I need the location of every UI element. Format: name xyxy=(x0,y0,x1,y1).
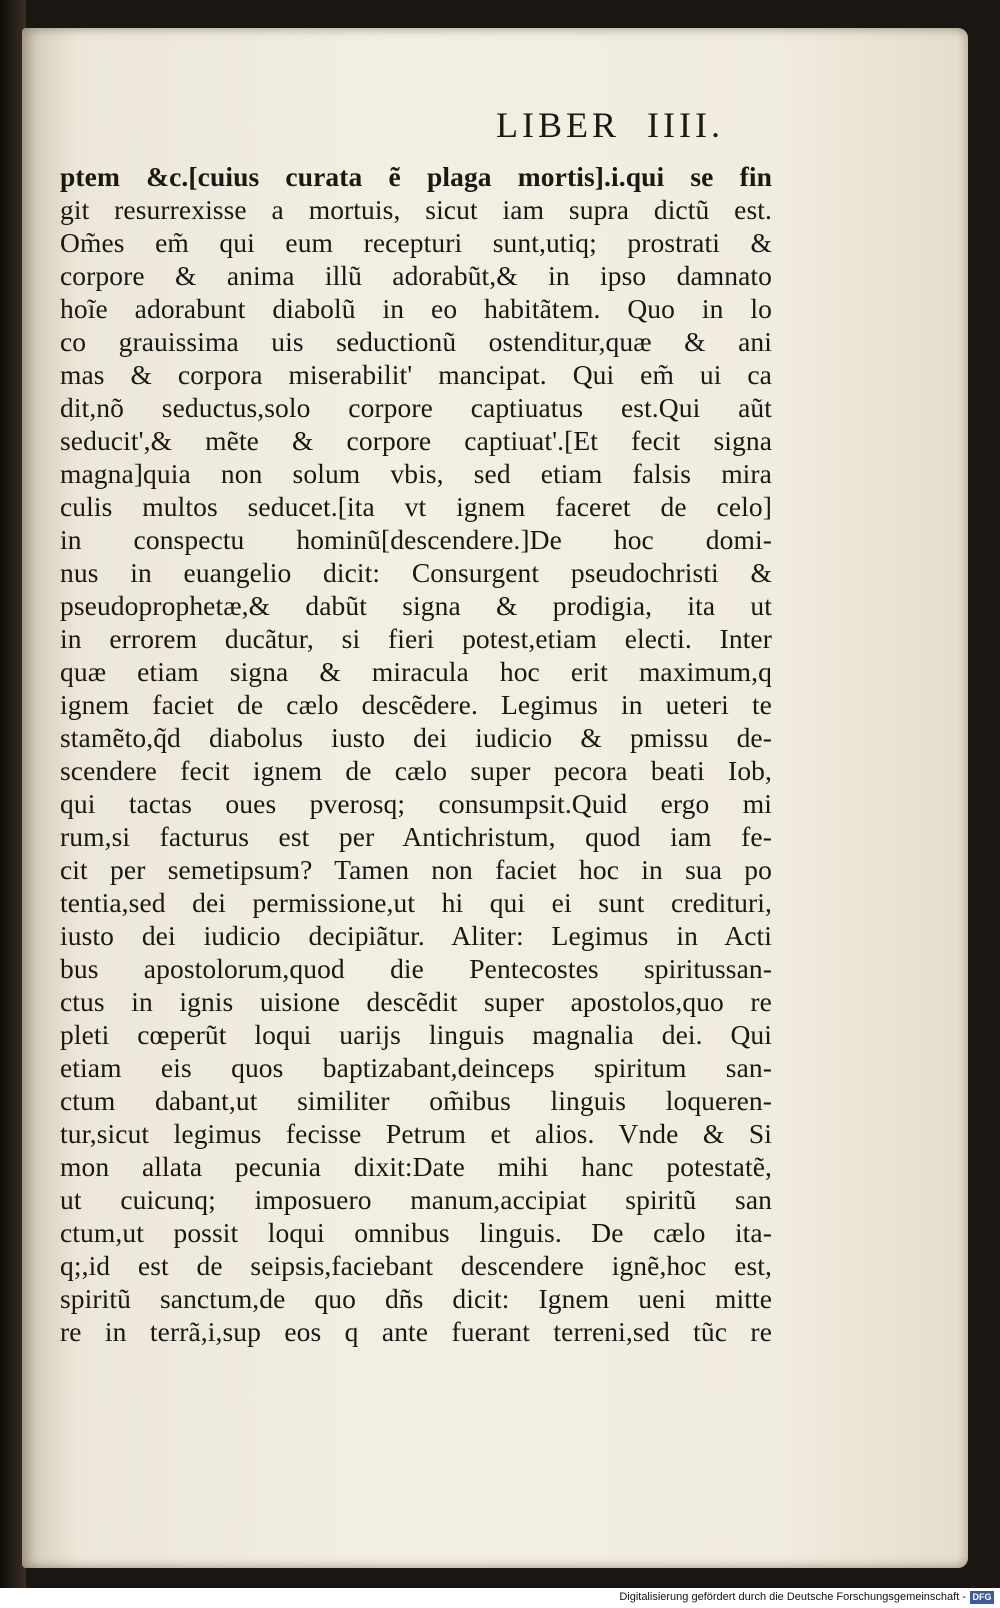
text-line: qui tactas oues pverosq; consumpsit.Quid ergo mi xyxy=(60,788,772,819)
text-line: tentia,sed dei permissione,ut hi qui ei sunt credituri, xyxy=(60,887,772,918)
dfg-logo: DFG xyxy=(970,1591,994,1604)
text-line: etiam eis quos baptizabant,deinceps spiritum san- xyxy=(60,1052,772,1083)
text-line: magna]quia non solum vbis, sed etiam falsis mira xyxy=(60,458,772,489)
text-line: stamẽto,q̃d diabolus iusto dei iudicio & pmissu de- xyxy=(60,722,772,753)
footer-credit: Digitalisierung gefördert durch die Deutsche Forschungsgemeinschaft - xyxy=(619,1591,966,1603)
text-line: ignem faciet de cælo descẽdere. Legimus in ueteri te xyxy=(60,689,772,720)
book-page xyxy=(22,28,968,1568)
text-line: hoĩe adorabunt diabolũ in eo habitãtem. Quo in lo xyxy=(60,293,772,324)
running-head-title: LIBER xyxy=(496,105,621,145)
text-line: ptem &c.[cuius curata ẽ plaga mortis].i.qui se fin xyxy=(60,161,772,192)
text-line: nus in euangelio dicit: Consurgent pseudochristi & xyxy=(60,557,772,588)
text-block xyxy=(60,160,772,1348)
text-line: culis multos seducet.[ita vt ignem faceret de celo] xyxy=(60,491,772,522)
text-line: pleti cœperũt loqui uarijs linguis magnalia dei. Qui xyxy=(60,1019,772,1050)
text-line: rum,si facturus est per Antichristum, quod iam fe- xyxy=(60,821,772,852)
text-line: Om̃es em̃ qui eum recepturi sunt,utiq; prostrati & xyxy=(60,227,772,258)
text-line: cit per semetipsum? Tamen non faciet hoc in sua po xyxy=(60,854,772,885)
text-line: ctus in ignis uisione descẽdit super apostolos,quo re xyxy=(60,986,772,1017)
text-line: q;,id est de seipsis,faciebant descendere ignẽ,hoc est, xyxy=(60,1250,772,1281)
text-line: quæ etiam signa & miracula hoc erit maximum,q xyxy=(60,656,772,687)
text-line: bus apostolorum,quod die Pentecostes spiritussan- xyxy=(60,953,772,984)
text-line: corpore & anima illũ adorabũt,& in ipso damnato xyxy=(60,260,772,291)
text-line: ut cuicunq; imposuero manum,accipiat spiritũ san xyxy=(60,1184,772,1215)
text-line: ctum dabant,ut similiter om̃ibus linguis loqueren- xyxy=(60,1085,772,1116)
text-line: ctum,ut possit loqui omnibus linguis. De cælo ita- xyxy=(60,1217,772,1248)
text-line: pseudoprophetæ,& dabũt signa & prodigia, ita ut xyxy=(60,590,772,621)
text-line: co grauissima uis seductionũ ostenditur,quæ & ani xyxy=(60,326,772,357)
running-head-number: IIII. xyxy=(647,105,724,145)
running-head xyxy=(22,104,968,146)
text-line: dit,nõ seductus,solo corpore captiuatus est.Qui aũt xyxy=(60,392,772,423)
text-line: tur,sicut legimus fecisse Petrum et alios. Vnde & Si xyxy=(60,1118,772,1149)
text-line: git resurrexisse a mortuis, sicut iam supra dictũ est. xyxy=(60,194,772,225)
text-line: mas & corpora miserabilit' mancipat. Qui em̃ ui ca xyxy=(60,359,772,390)
text-line: iusto dei iudicio decipiãtur. Aliter: Legimus in Acti xyxy=(60,920,772,951)
text-line: in errorem ducãtur, si fieri potest,etiam electi. Inter xyxy=(60,623,772,654)
text-line: spiritũ sanctum,de quo dñs dicit: Ignem ueni mitte xyxy=(60,1283,772,1314)
text-line: re in terrã,i,sup eos q ante fuerant terreni,sed tũc re xyxy=(60,1316,772,1347)
text-line: in conspectu hominũ[descendere.]De hoc domi- xyxy=(60,524,772,555)
text-line: mon allata pecunia dixit:Date mihi hanc potestatẽ, xyxy=(60,1151,772,1182)
text-line: seducit',& mẽte & corpore captiuat'.[Et fecit signa xyxy=(60,425,772,456)
text-line: scendere fecit ignem de cælo super pecora beati Iob, xyxy=(60,755,772,786)
